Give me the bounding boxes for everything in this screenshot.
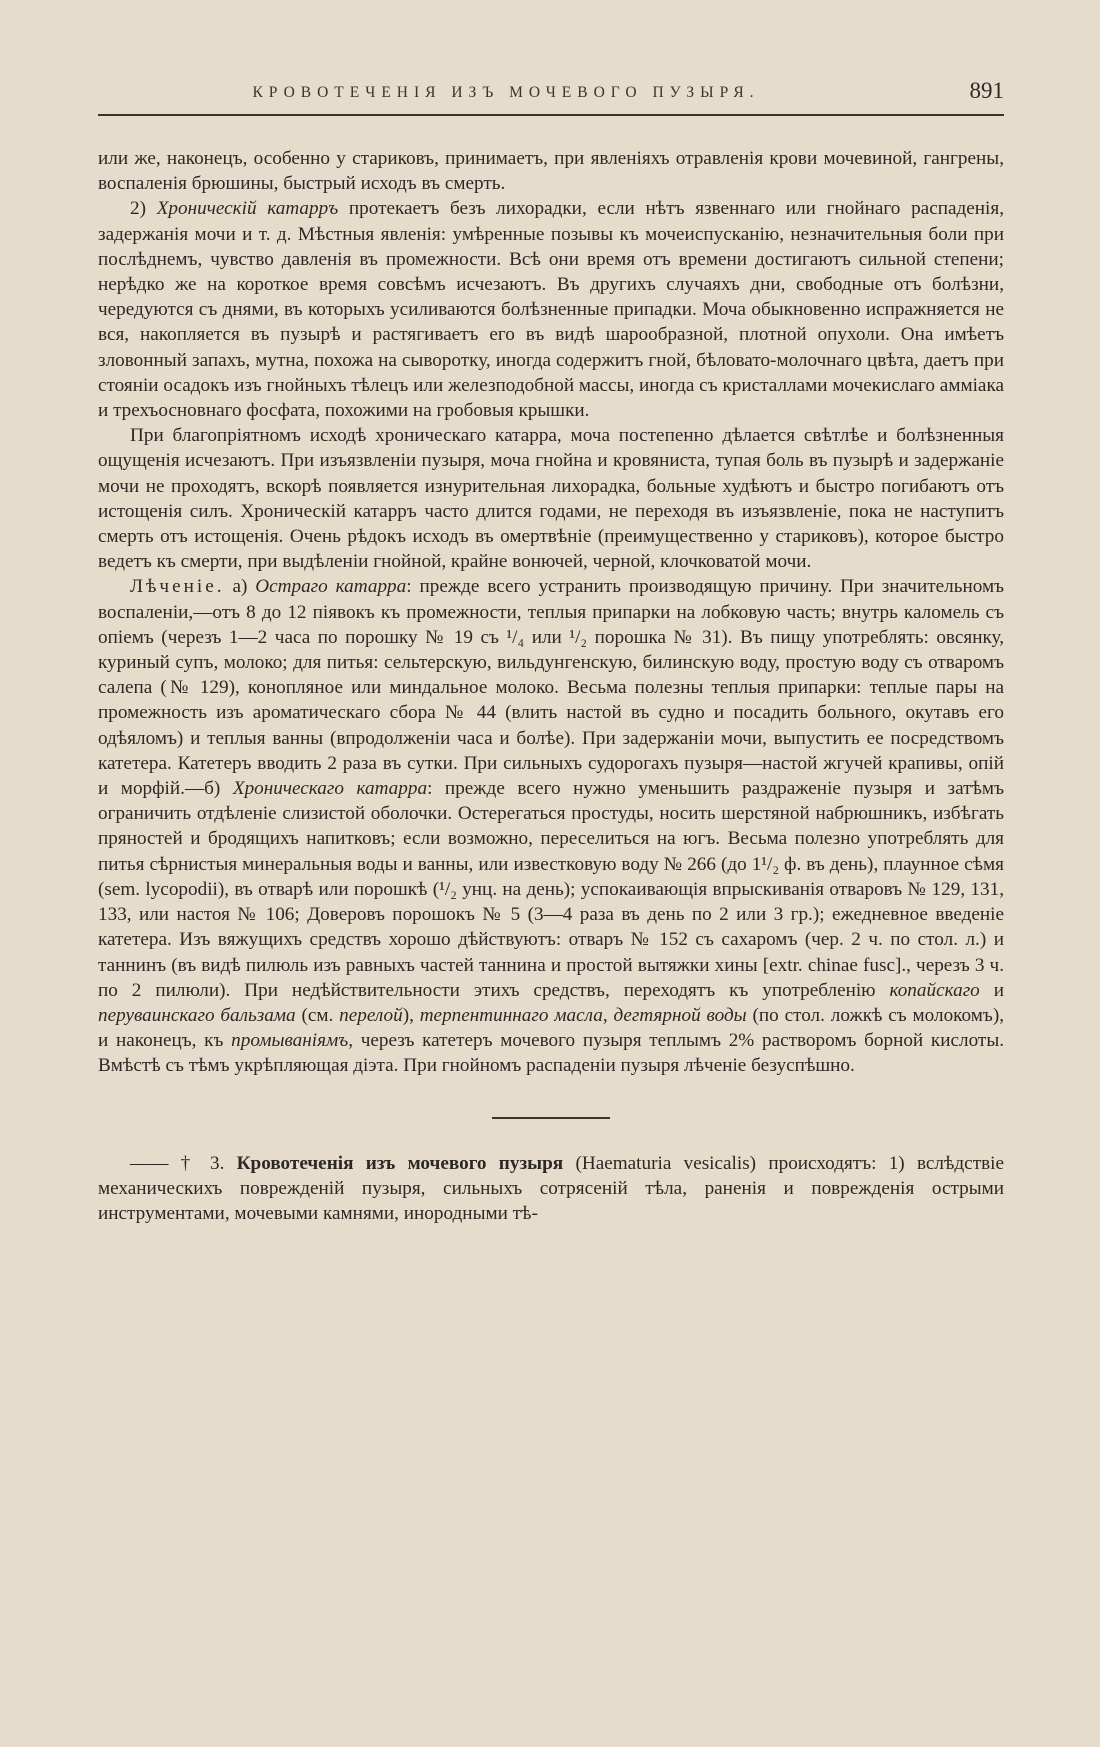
latin-name: (Haematuria vesicalis) <box>575 1152 757 1174</box>
paragraph-haematuria <box>98 1151 1004 1227</box>
page-number: 891 <box>969 78 1004 103</box>
paragraph-continuation <box>98 146 1004 196</box>
treatment-heading: Лѣченіе. <box>130 576 225 598</box>
body-text <box>98 146 1004 1226</box>
paragraph-text: : прежде всего нужно уменьшить раздраженіе пузыря и затѣмъ ограничить отдѣленіе слизистой оболочки. Остерегаться простуды, носить шерстяной набрюшникъ, избѣгать пряностей и бродящихъ напитковъ; если возможно, переселиться на югъ. Весьма полезно употреблять для питья сѣрнистыя минеральныя воды и ванны, или известковую воду № 266 (до 1¹/₂ ф. въ день), плаунное сѣмя (sem. lycopodii), въ отварѣ или порошкѣ (¹/₂ унц. на день); успокаивающія впрыскиванія отваровъ № 129, 131, 133, или настоя № 106; Доверовъ порошокъ № 5 (3—4 раза въ день по 2 или 3 гр.); ежедневное введеніе катетера. Изъ вяжущихъ средствъ хорошо дѣйствуютъ: отваръ № 152 съ сахаромъ (чер. 2 ч. по стол. л.) и таннинъ (въ видѣ пилюль изъ равныхъ частей таннина и простой вытяжки хины [extr. chinae fusc]., черезъ 3 ч. по 2 пилюли). При недѣйствительности этихъ средствъ, переходятъ къ употребленію <box>98 778 1004 1001</box>
paragraph-text: При благопріятномъ исходѣ хроническаго катарра, моча постепенно дѣлается свѣтлѣе и болѣзненныя ощущенія исчезаютъ. При изъязвленіи пузыря, моча гнойна и кровяниста, тупая боль въ пузырѣ и задержаніе мочи не проходятъ, вскорѣ появляется изнурительная лихорадка, больные худѣютъ и быстро погибаютъ отъ истощенія силъ. Хроническій катарръ часто длится годами, не переходя въ изъязвленіе, пока не наступитъ смерть отъ истощенія. Очень рѣдокъ исходъ въ омертвѣніе (преимущественно у стариковъ), которое быстро ведетъ къ смерти, при выдѣленіи гнойной, крайне вонючей, черной, клочковатой мочи. <box>98 425 1004 573</box>
section-title: Кровотеченія изъ мочевого пузыря <box>236 1152 564 1174</box>
section-number: † 3. <box>180 1152 225 1174</box>
paragraph-chronic-catarrh <box>98 196 1004 423</box>
paragraph-text: и <box>979 979 1004 1001</box>
paragraph-text: или же, наконецъ, особенно у стариковъ, принимаетъ, при явленіяхъ отравленія крови мочевиной, гангрены, воспаленія брюшины, быстрый исходъ въ смерть. <box>98 148 1004 195</box>
italic-term: Остраго катарра <box>255 576 407 598</box>
subitem-marker: а) <box>232 576 248 598</box>
paragraph-text: происходятъ: 1) вслѣдствіе механическихъ поврежденій пузыря, сильныхъ сотрясеній тѣла, раненія и поврежденія острыми инструментами, мочевыми камнями, инородными тѣ- <box>98 1152 1004 1224</box>
italic-term: терпентиннаго масла <box>419 1004 603 1026</box>
italic-term: Хроническаго катарра <box>232 778 428 800</box>
paragraph-text: : прежде всего устранить производящую причину. При значительномъ воспаленіи,—отъ 8 до 12 піявокъ къ промежности, теплыя припарки на лобковую часть; внутрь каломель съ опіемъ (черезъ 1—2 часа по порошку № 19 съ ¹/₄ или ¹/₂ порошка № 31). Въ пищу употреблять: овсянку, куриный супъ, молоко; для питья: сельтерскую, вильдунгенскую, билинскую воду, простую воду съ отваромъ салепа (№ 129), конопляное или миндальное молоко. Весьма полезны теплыя припарки: теплые пары на промежность изъ ароматическаго сбора № 44 (влить настой въ судно и посадить больного, окутавъ его одѣяломъ) и теплыя ванны (впродолженіи часа и болѣе). При задержаніи мочи, выпустить ее посредствомъ катетера. Катетеръ вводить 2 раза въ сутки. При сильныхъ судорогахъ пузыря—настой жгучей крапивы, опій и морфій.— <box>98 576 1005 800</box>
italic-term: копайскаго <box>889 979 980 1001</box>
paragraph-text: (см. <box>295 1004 340 1026</box>
paragraph-outcome <box>98 423 1004 574</box>
paragraph-text: (по стол. ложкѣ съ молокомъ), и наконецъ, къ <box>98 1004 1005 1052</box>
italic-term: промываніямъ <box>231 1030 349 1052</box>
paragraph-treatment <box>98 574 1004 1078</box>
italic-term: перуваинскаго бальзама <box>98 1004 296 1026</box>
item-number: 2) <box>130 198 146 220</box>
paragraph-text: , черезъ катетеръ мочевого пузыря теплымъ 2% растворомъ борной кислоты. Вмѣстѣ съ тѣмъ укрѣпляющая діэта. При гнойномъ распаденіи пузыря лѣченіе безуспѣшно. <box>98 1030 1005 1077</box>
running-header <box>98 78 1004 116</box>
paragraph-text: протекаетъ безъ лихорадки, если нѣтъ язвеннаго или гнойнаго распаденія, задержанія мочи и т. д. Мѣстныя явленія: умѣренные позывы къ мочеиспусканію, незначительныя боли при послѣднемъ, чувство давленія въ промежности. Всѣ они время отъ времени достигаютъ сильной степени; нерѣдко же на короткое время совсѣмъ исчезаютъ. Въ другихъ случаяхъ дни, свободные отъ болѣзни, чередуются съ днями, въ которыхъ усиливаются болѣзненные припадки. Моча обыкновенно испражняется не вся, накопляется въ пузырѣ и растягиваетъ его въ видѣ шарообразной, плотной опухоли. Она имѣетъ зловонный запахъ, мутна, похожа на сыворотку, иногда содержитъ гной, бѣловато-молочнаго цвѣта, даетъ при стояніи осадокъ изъ гнойныхъ тѣлецъ или железподобной массы, иногда съ кристаллами мочекислаго амміака и трехъосновнаго фосфата, похожими на гробовыя крышки. <box>98 198 1005 422</box>
italic-term: дегтярной воды <box>613 1004 747 1026</box>
section-separator <box>492 1117 610 1119</box>
italic-term: Хроническій катарръ <box>156 198 339 220</box>
running-title: КРОВОТЕЧЕНІЯ ИЗЪ МОЧЕВОГО ПУЗЫРЯ. <box>252 84 760 101</box>
em-dash: —— <box>130 1152 169 1174</box>
italic-term: перелой <box>339 1004 403 1026</box>
paragraph-text: ), <box>402 1004 420 1026</box>
paragraph-text: , <box>602 1004 614 1026</box>
subitem-marker: б) <box>204 778 221 800</box>
